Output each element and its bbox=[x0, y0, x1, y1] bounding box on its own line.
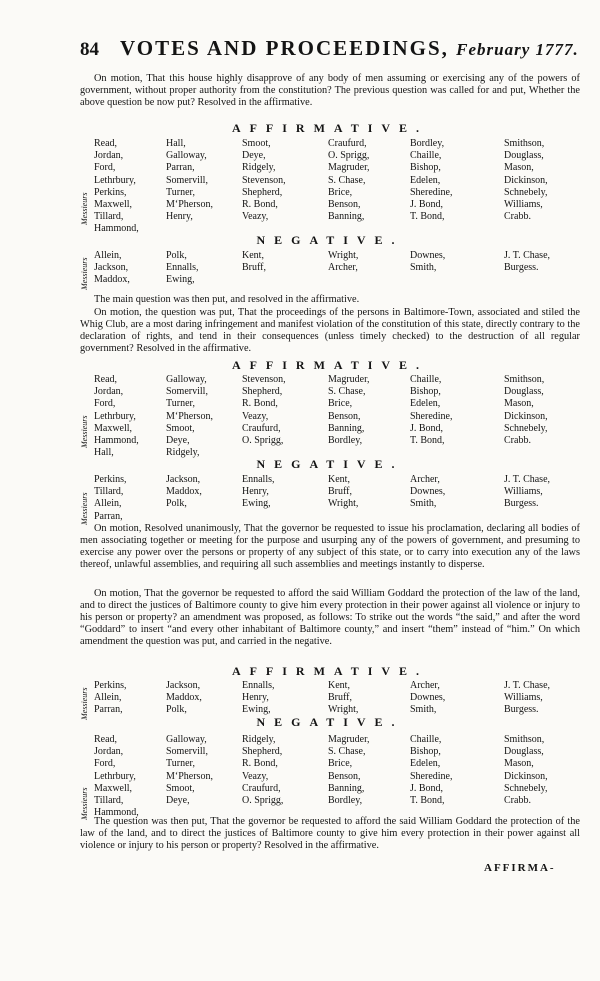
member-name: J. Bond, bbox=[410, 199, 444, 211]
member-name: T. Bond, bbox=[410, 795, 445, 807]
name-column bbox=[328, 138, 370, 223]
messieurs-label: Messieurs bbox=[80, 687, 89, 720]
member-name: Kent, bbox=[328, 474, 350, 485]
name-column bbox=[94, 374, 139, 459]
name-column bbox=[504, 734, 548, 807]
name-column bbox=[328, 474, 358, 511]
vote2-affirmative-list bbox=[94, 374, 574, 464]
member-name: Bishop, bbox=[410, 162, 441, 174]
member-name: Hall, bbox=[166, 138, 186, 149]
running-head bbox=[120, 36, 579, 61]
member-name: Chaille, bbox=[410, 734, 442, 745]
member-name: Bishop, bbox=[410, 746, 441, 758]
vote1-negative-list bbox=[94, 250, 574, 290]
member-name: Parran, bbox=[94, 510, 123, 522]
member-name: M‘Pherson, bbox=[166, 199, 213, 211]
running-head-title: VOTES AND PROCEEDINGS, bbox=[120, 36, 449, 60]
member-name: Bordley, bbox=[410, 138, 445, 149]
member-name: Henry, bbox=[166, 211, 193, 223]
member-name: Edelen, bbox=[410, 758, 441, 770]
member-name: Ennalls, bbox=[242, 680, 275, 691]
name-column bbox=[242, 680, 275, 717]
catchword: AFFIRMA- bbox=[484, 862, 556, 874]
member-name: Downes, bbox=[410, 692, 446, 704]
name-column bbox=[410, 250, 445, 274]
member-name: Lethrbury, bbox=[94, 410, 136, 422]
member-name: Shepherd, bbox=[242, 746, 283, 758]
member-name: S. Chase, bbox=[328, 174, 366, 186]
name-column bbox=[328, 734, 370, 807]
name-column bbox=[242, 374, 286, 447]
member-name: Stevenson, bbox=[242, 374, 286, 385]
member-name: Galloway, bbox=[166, 734, 207, 745]
member-name: Archer, bbox=[410, 474, 440, 485]
member-name: Smithson, bbox=[504, 734, 545, 745]
vote3-affirmative-list bbox=[94, 680, 574, 720]
name-column bbox=[410, 734, 453, 807]
member-name: Smith, bbox=[410, 498, 437, 510]
messieurs-label: Messieurs bbox=[80, 257, 89, 290]
vote1-affirmative-heading: AFFIRMATIVE. bbox=[231, 121, 429, 135]
member-name: Polk, bbox=[166, 250, 187, 261]
member-name: Bordley, bbox=[328, 435, 363, 447]
member-name: Benson, bbox=[328, 199, 361, 211]
paragraph-motion-whig-club: On motion, the question was put, That the proceedings of the persons in Baltimore-Town, associated and stiled the Whig Club, are a most daring infringement and manifest violation of the constitution of this state, directly contrary to the declaration of rights, and tend in their consequences (unless timely checked) to the destruction of all regular government? Resolved in the affirmative. bbox=[80, 307, 580, 354]
member-name: Henry, bbox=[242, 692, 269, 704]
member-name: Perkins, bbox=[94, 680, 127, 691]
member-name: Crabb. bbox=[504, 435, 531, 447]
vote2-negative-heading: NEGATIVE. bbox=[256, 457, 404, 471]
member-name: Mason, bbox=[504, 398, 534, 410]
member-name: Benson, bbox=[328, 410, 361, 422]
member-name: Tillard, bbox=[94, 486, 124, 498]
name-column bbox=[410, 474, 445, 511]
vote3-negative-heading: NEGATIVE. bbox=[256, 715, 404, 729]
member-name: Maddox, bbox=[94, 274, 130, 286]
member-name: Wright, bbox=[328, 704, 359, 716]
member-name: J. Bond, bbox=[410, 782, 444, 794]
member-name: Brice, bbox=[328, 758, 353, 770]
member-name: Kent, bbox=[328, 680, 350, 691]
member-name: Craufurd, bbox=[328, 138, 367, 149]
member-name: Stevenson, bbox=[242, 174, 286, 186]
name-column bbox=[166, 138, 213, 223]
member-name: Allein, bbox=[94, 250, 122, 261]
member-name: Shepherd, bbox=[242, 386, 283, 398]
member-name: Sheredine, bbox=[410, 186, 453, 198]
member-name: Ridgely, bbox=[242, 162, 276, 174]
name-column bbox=[166, 680, 202, 717]
member-name: Maxwell, bbox=[94, 199, 133, 211]
name-column bbox=[410, 680, 445, 717]
vote2-negative-list bbox=[94, 474, 574, 524]
name-column bbox=[166, 374, 213, 459]
member-name: Polk, bbox=[166, 498, 187, 510]
member-name: Read, bbox=[94, 374, 118, 385]
member-name: Archer, bbox=[410, 680, 440, 691]
member-name: Jordan, bbox=[94, 386, 124, 398]
member-name: S. Chase, bbox=[328, 746, 366, 758]
member-name: Ridgely, bbox=[166, 447, 200, 459]
name-column bbox=[94, 138, 139, 236]
member-name: Smith, bbox=[410, 262, 437, 274]
member-name: Somervill, bbox=[166, 386, 208, 398]
member-name: M‘Pherson, bbox=[166, 770, 213, 782]
vote1-affirmative-list bbox=[94, 138, 574, 238]
member-name: Jackson, bbox=[94, 262, 129, 274]
member-name: Smoot, bbox=[242, 138, 271, 149]
member-name: Bruff, bbox=[328, 692, 352, 704]
member-name: Polk, bbox=[166, 704, 187, 716]
member-name: Hammond, bbox=[94, 223, 139, 235]
name-column bbox=[328, 374, 370, 447]
member-name: Burgess. bbox=[504, 704, 539, 716]
member-name: Hammond, bbox=[94, 807, 139, 819]
name-column bbox=[242, 734, 283, 807]
member-name: Deye, bbox=[242, 150, 266, 162]
member-name: Smithson, bbox=[504, 138, 545, 149]
member-name: Smith, bbox=[410, 704, 437, 716]
member-name: Mason, bbox=[504, 162, 534, 174]
member-name: Douglass, bbox=[504, 150, 544, 162]
member-name: Dickinson, bbox=[504, 174, 548, 186]
member-name: Hall, bbox=[94, 447, 114, 459]
member-name: T. Bond, bbox=[410, 211, 445, 223]
member-name: Magruder, bbox=[328, 734, 370, 745]
member-name: Ennalls, bbox=[242, 474, 275, 485]
member-name: Dickinson, bbox=[504, 410, 548, 422]
name-column bbox=[504, 374, 548, 447]
member-name: Brice, bbox=[328, 398, 353, 410]
member-name: Lethrbury, bbox=[94, 770, 136, 782]
member-name: J. T. Chase, bbox=[504, 250, 551, 261]
member-name: R. Bond, bbox=[242, 199, 278, 211]
member-name: Smithson, bbox=[504, 374, 545, 385]
name-column bbox=[504, 138, 548, 223]
member-name: Benson, bbox=[328, 770, 361, 782]
member-name: Ewing, bbox=[166, 274, 195, 286]
member-name: Veazy, bbox=[242, 211, 269, 223]
member-name: Read, bbox=[94, 138, 118, 149]
member-name: Maxwell, bbox=[94, 782, 133, 794]
member-name: Shepherd, bbox=[242, 186, 283, 198]
member-name: Ridgely, bbox=[242, 734, 276, 745]
member-name: Hammond, bbox=[94, 435, 139, 447]
name-column bbox=[242, 250, 266, 274]
member-name: Jordan, bbox=[94, 150, 124, 162]
member-name: Jackson, bbox=[166, 474, 201, 485]
member-name: Magruder, bbox=[328, 162, 370, 174]
member-name: Crabb. bbox=[504, 795, 531, 807]
member-name: Downes, bbox=[410, 486, 446, 498]
paragraph-goddard-amendment: On motion, That the governor be requested to afford the said William Goddard the protection of the law of the land, and to direct the justices of Baltimore county to give him every protection in their power against all violence or injury to his person or property? an amendment was proposed, as follows: To strike out the words “the said,” and after the word “Goddard” to insert “and every other inhabitant of Baltimore county,” and insert “them” instead of “him.” On which amendment the question was put, and carried in the negative. bbox=[80, 588, 580, 647]
member-name: Archer, bbox=[328, 262, 358, 274]
member-name: Brice, bbox=[328, 186, 353, 198]
name-column bbox=[328, 680, 358, 717]
member-name: Downes, bbox=[410, 250, 446, 261]
member-name: Veazy, bbox=[242, 770, 269, 782]
name-column bbox=[410, 138, 453, 223]
member-name: Deye, bbox=[166, 435, 190, 447]
member-name: Turner, bbox=[166, 186, 195, 198]
member-name: Maxwell, bbox=[94, 422, 133, 434]
member-name: Somervill, bbox=[166, 746, 208, 758]
member-name: Burgess. bbox=[504, 498, 539, 510]
name-column bbox=[94, 474, 127, 523]
member-name: Banning, bbox=[328, 211, 365, 223]
paragraph-proclamation: On motion, Resolved unanimously, That the governor be requested to issue his proclamation, declaring all bodies of men associating together or meeting for the purpose and usurping any of the powers of government, and presuming to exercise any power over the persons or property of any subject of this state, or to carry into execution any of the laws thereof, unlawful assemblies, and requiring all such assemblies and meetings instantly to disperse. bbox=[80, 523, 580, 570]
messieurs-label: Messieurs bbox=[80, 415, 89, 448]
name-column bbox=[242, 474, 275, 511]
messieurs-label: Messieurs bbox=[80, 787, 89, 820]
messieurs-label: Messieurs bbox=[80, 492, 89, 525]
member-name: O. Sprigg, bbox=[328, 150, 370, 162]
member-name: Schnebely, bbox=[504, 186, 548, 198]
member-name: Ennalls, bbox=[166, 262, 199, 274]
member-name: Maddox, bbox=[166, 692, 202, 704]
member-name: Tillard, bbox=[94, 211, 124, 223]
member-name: T. Bond, bbox=[410, 435, 445, 447]
member-name: Smoot, bbox=[166, 422, 195, 434]
running-head-date: February 1777. bbox=[456, 40, 579, 59]
member-name: Bruff, bbox=[328, 486, 352, 498]
member-name: Edelen, bbox=[410, 398, 441, 410]
member-name: Williams, bbox=[504, 486, 543, 498]
member-name: Ewing, bbox=[242, 704, 271, 716]
member-name: Schnebely, bbox=[504, 422, 548, 434]
member-name: Parran, bbox=[166, 162, 195, 174]
member-name: Williams, bbox=[504, 692, 543, 704]
member-name: Schnebely, bbox=[504, 782, 548, 794]
name-column bbox=[504, 250, 550, 274]
member-name: O. Sprigg, bbox=[242, 435, 284, 447]
member-name: R. Bond, bbox=[242, 398, 278, 410]
member-name: Magruder, bbox=[328, 374, 370, 385]
paragraph-goddard-final: The question was then put, That the governor be requested to afford the said William Goddard the protection of the law of the land, and to direct the justices of Baltimore county to give him every protection in their power against all violence or injury to his person or property? Resolved in the affirmative. bbox=[80, 816, 580, 851]
member-name: Henry, bbox=[242, 486, 269, 498]
member-name: Mason, bbox=[504, 758, 534, 770]
name-column bbox=[166, 474, 202, 511]
name-column bbox=[94, 734, 139, 819]
member-name: Lethrbury, bbox=[94, 174, 136, 186]
vote3-affirmative-heading: AFFIRMATIVE. bbox=[231, 664, 429, 678]
member-name: Crabb. bbox=[504, 211, 531, 223]
messieurs-label: Messieurs bbox=[80, 192, 89, 225]
member-name: Perkins, bbox=[94, 186, 127, 198]
member-name: J. Bond, bbox=[410, 422, 444, 434]
name-column bbox=[94, 250, 130, 287]
vote3-negative-list bbox=[94, 734, 574, 824]
name-column bbox=[504, 474, 550, 511]
member-name: Dickinson, bbox=[504, 770, 548, 782]
member-name: Chaille, bbox=[410, 374, 442, 385]
member-name: Ford, bbox=[94, 398, 116, 410]
member-name: Douglass, bbox=[504, 746, 544, 758]
vote1-negative-heading: NEGATIVE. bbox=[256, 233, 404, 247]
member-name: M‘Pherson, bbox=[166, 410, 213, 422]
name-column bbox=[328, 250, 358, 274]
member-name: Somervill, bbox=[166, 174, 208, 186]
member-name: J. T. Chase, bbox=[504, 680, 551, 691]
member-name: O. Sprigg, bbox=[242, 795, 284, 807]
member-name: Kent, bbox=[242, 250, 264, 261]
member-name: Deye, bbox=[166, 795, 190, 807]
member-name: Bishop, bbox=[410, 386, 441, 398]
member-name: Wright, bbox=[328, 250, 359, 261]
member-name: Read, bbox=[94, 734, 118, 745]
member-name: Bordley, bbox=[328, 795, 363, 807]
member-name: Jordan, bbox=[94, 746, 124, 758]
member-name: Turner, bbox=[166, 398, 195, 410]
name-column bbox=[410, 374, 453, 447]
member-name: Wright, bbox=[328, 498, 359, 510]
member-name: Bruff, bbox=[242, 262, 266, 274]
member-name: R. Bond, bbox=[242, 758, 278, 770]
paragraph-motion-1: On motion, That this house highly disapprove of any body of men assuming or exercising any of the powers of government, without proper authority from the constitution? The previous question was called for and put, Whether the above question be now put? Resolved in the affirmative. bbox=[80, 73, 580, 108]
member-name: Chaille, bbox=[410, 150, 442, 162]
member-name: Douglass, bbox=[504, 386, 544, 398]
member-name: Banning, bbox=[328, 782, 365, 794]
member-name: Ford, bbox=[94, 758, 116, 770]
name-column bbox=[166, 250, 199, 287]
member-name: Turner, bbox=[166, 758, 195, 770]
member-name: Ewing, bbox=[242, 498, 271, 510]
member-name: Parran, bbox=[94, 704, 123, 716]
member-name: Sheredine, bbox=[410, 770, 453, 782]
name-column bbox=[242, 138, 286, 223]
member-name: Sheredine, bbox=[410, 410, 453, 422]
member-name: Craufurd, bbox=[242, 422, 281, 434]
paragraph-main-question: The main question was then put, and resolved in the affirmative. bbox=[94, 294, 360, 305]
member-name: Veazy, bbox=[242, 410, 269, 422]
member-name: Edelen, bbox=[410, 174, 441, 186]
member-name: S. Chase, bbox=[328, 386, 366, 398]
member-name: J. T. Chase, bbox=[504, 474, 551, 485]
member-name: Tillard, bbox=[94, 795, 124, 807]
member-name: Perkins, bbox=[94, 474, 127, 485]
member-name: Allein, bbox=[94, 498, 122, 510]
name-column bbox=[504, 680, 550, 717]
page-number: 84 bbox=[80, 39, 99, 60]
member-name: Ford, bbox=[94, 162, 116, 174]
member-name: Jackson, bbox=[166, 680, 201, 691]
vote2-affirmative-heading: AFFIRMATIVE. bbox=[231, 358, 429, 372]
member-name: Williams, bbox=[504, 199, 543, 211]
member-name: Allein, bbox=[94, 692, 122, 704]
member-name: Galloway, bbox=[166, 374, 207, 385]
member-name: Craufurd, bbox=[242, 782, 281, 794]
member-name: Maddox, bbox=[166, 486, 202, 498]
member-name: Banning, bbox=[328, 422, 365, 434]
name-column bbox=[94, 680, 127, 717]
page-header bbox=[80, 36, 579, 66]
name-column bbox=[166, 734, 213, 807]
member-name: Smoot, bbox=[166, 782, 195, 794]
member-name: Galloway, bbox=[166, 150, 207, 162]
member-name: Burgess. bbox=[504, 262, 539, 274]
